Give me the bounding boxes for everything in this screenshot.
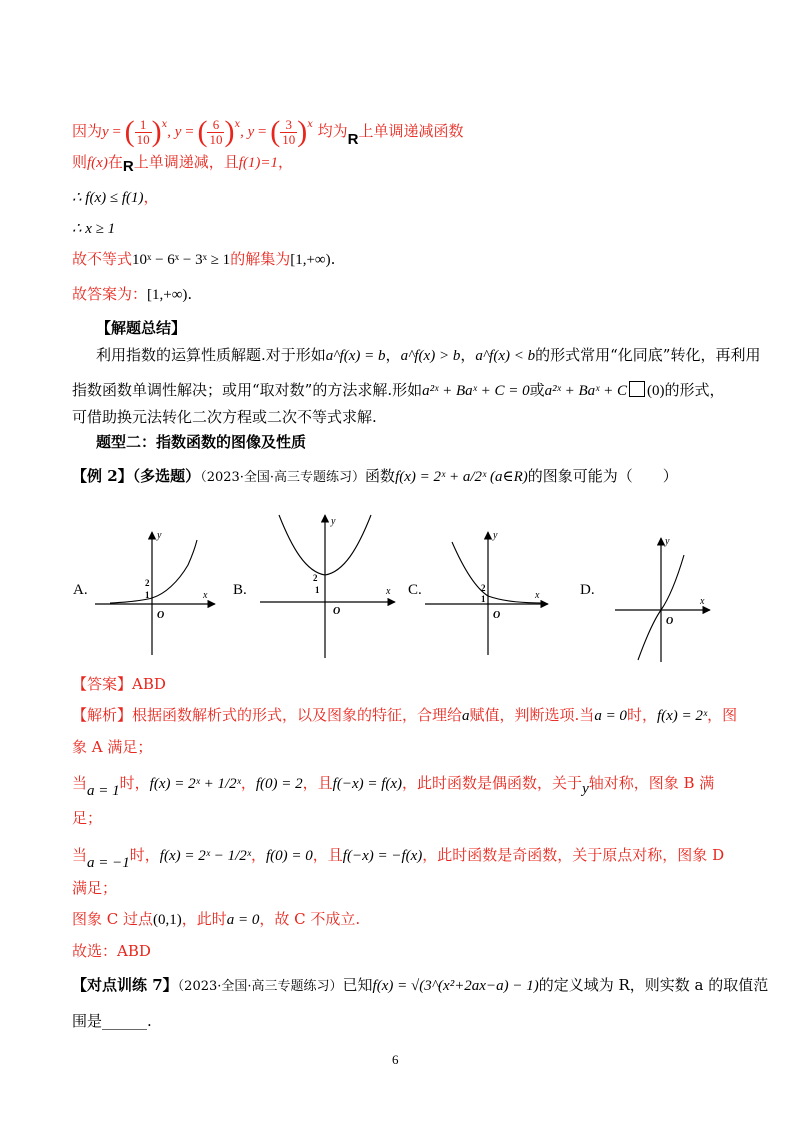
graph-a-y-label: y — [157, 530, 162, 541]
graph-c-tick-2: 2 — [481, 583, 486, 593]
graph-c-curve — [452, 542, 545, 603]
line-2: 则f(x)在R上单调递减，且f(1)=1， — [72, 153, 294, 175]
graph-figures — [0, 510, 800, 670]
line-6: 故答案为：[1,+∞). — [72, 285, 193, 303]
graph-d-origin: O — [666, 616, 674, 627]
analysis-line-8: 故选：ABD — [72, 942, 151, 960]
analysis-line-7: 图象 C 过点(0,1)，此时a = 0，故 C 不成立. — [72, 910, 361, 928]
answer-line: 【答案】ABD — [72, 675, 166, 693]
line-5: 故不等式10ˣ − 6ˣ − 3ˣ ≥ 1的解集为[1,+∞). — [72, 250, 336, 268]
graph-a-curve — [110, 540, 197, 603]
practice-7-line-2: 围是______. — [72, 1012, 152, 1030]
graph-a-tick-1: 1 — [145, 590, 150, 600]
practice-7: 【对点训练 7】（2023·全国·高三专题练习）已知f(x) = √(3^(x²+2ax−a) − 1)的定义域为 R，则实数 a 的取值范 — [72, 976, 769, 994]
graph-b-y-label: y — [331, 516, 336, 527]
graph-d — [615, 536, 710, 662]
summary-line-2: 指数函数单调性解决；或用“取对数”的方法求解.形如a²ˣ + Baˣ + C = 0或a²ˣ + Baˣ + C (0)的形式， — [72, 381, 725, 399]
graph-a-label: A. — [73, 582, 88, 598]
graph-a-x-label: x — [203, 590, 208, 601]
graph-c-tick-1: 1 — [481, 594, 486, 604]
analysis-line-4: 足； — [72, 809, 103, 827]
graph-d-y-label: y — [665, 536, 670, 547]
graph-c-y-label: y — [493, 530, 498, 541]
example-2: 【例 2】（多选题）（2023·全国·高三专题练习）函数f(x) = 2ˣ + a/2ˣ (a∈R)的图象可能为（ ） — [72, 467, 678, 485]
graph-a-origin: O — [157, 610, 165, 621]
line1-lead: 因为 — [72, 122, 103, 140]
line-1: 因为y = ( $\frac{1}{10}$ )$^x$, y = ( $\frac{6}{10}$ )$^x$, y = ( $\frac{3}{10}$ )$^x$ 均为R上单调递减函数 — [72, 115, 464, 148]
analysis-line-3: 当a = 1时，f(x) = 2ˣ + 1/2ˣ，f(0) = 2，且f(−x) = f(x)，此时函数是偶函数，关于y轴对称，图象 B 满 — [72, 774, 715, 799]
graph-c — [425, 530, 548, 655]
graph-a-tick-2: 2 — [145, 578, 150, 588]
section-title: 题型二：指数函数的图像及性质 — [96, 433, 307, 451]
line-4: ∴ x ≥ 1 — [72, 221, 116, 237]
page-number: 6 — [392, 1052, 399, 1067]
graph-c-x-label: x — [535, 590, 540, 601]
graph-b-x-label: x — [386, 586, 391, 597]
graph-d-label: D. — [580, 582, 595, 598]
graph-a — [95, 530, 215, 655]
graph-c-origin: O — [493, 610, 501, 621]
summary-heading: 【解题总结】 — [96, 319, 187, 337]
analysis-line-5: 当a = −1时，f(x) = 2ˣ − 1/2ˣ，f(0) = 0，且f(−x) = −f(x)，此时函数是奇函数，关于原点对称，图象 D — [72, 846, 725, 871]
summary-line-1: 利用指数的运算性质解题.对于形如a^f(x) = b，a^f(x) > b，a^f(x) < b的形式常用“化同底”转化，再利用 — [96, 346, 761, 364]
graph-b-tick-2: 2 — [313, 573, 318, 583]
graph-b-tick-1: 1 — [315, 585, 320, 595]
graph-b-origin: O — [333, 606, 341, 617]
analysis-line-6: 满足； — [72, 879, 118, 897]
graph-b-label: B. — [233, 582, 247, 598]
graph-d-x-label: x — [700, 596, 705, 607]
graph-c-label: C. — [408, 582, 422, 598]
analysis-line-1: 【解析】根据函数解析式的形式，以及图象的特征，合理给a赋值，判断选项.当a = 0时，f(x) = 2ˣ，图 — [72, 706, 738, 724]
analysis-line-2: 象 A 满足； — [72, 738, 153, 756]
summary-line-3: 可借助换元法转化二次方程或二次不等式求解. — [72, 408, 377, 426]
line-3: ∴ f(x) ≤ f(1)， — [72, 188, 159, 206]
graph-b — [260, 515, 395, 658]
